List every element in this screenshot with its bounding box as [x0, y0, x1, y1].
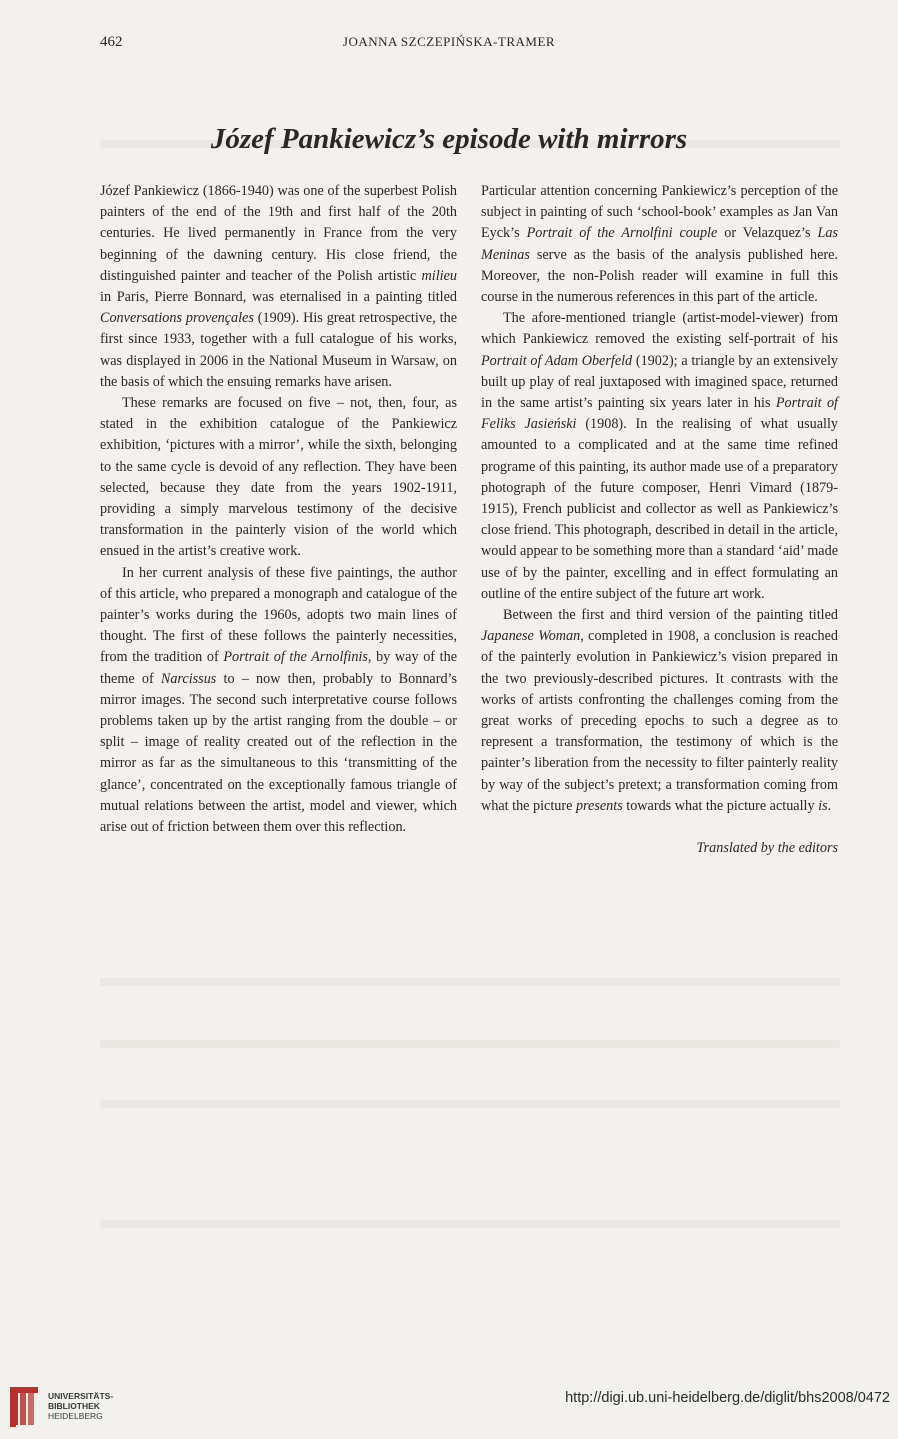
page-number: 462: [100, 34, 123, 50]
bleed-through: [100, 1040, 840, 1048]
running-head: JOANNA SZCZEPIŃSKA-TRAMER: [342, 34, 556, 49]
left-column: [100, 181, 457, 838]
page-header: [0, 34, 898, 58]
translation-credit: Translated by the editors: [696, 840, 838, 857]
paragraph: Józef Pankiewicz (1866-1940) was one of the superbest Polish painters of the end of the 19th and first half of the 20th centuries. He lived permanently in France from the very beginning of the dawning century. His close friend, the distinguished painter and teacher of the Polish artistic milieu in Paris, Pierre Bonnard, was eternalised in a painting titled Conversations provençales (1909). His great retrospective, the first since 1933, together with a full catalogue of his works, was displayed in 2006 in the National Museum in Warsaw, on the basis of which the ensuing remarks have arisen.: [100, 183, 457, 390]
paragraph: Between the first and third version of the painting titled Japanese Woman, completed in 1908, a conclusion is reached of the painterly evolution in Pankiewicz’s vision prepared in the two previously-described pictures. It contrasts with the works of artists confronting the challenges coming from the great works of preceding epochs to such a degree as to represent a transformation, the testimony of which is the painter’s liberation from the necessity to filter painterly reality by way of the subject’s pretext; a transformation coming from what the picture presents towards what the picture actually is.: [481, 607, 838, 814]
bleed-through: [100, 1100, 840, 1108]
article-title: Józef Pankiewicz’s episode with mirrors: [210, 123, 688, 156]
bleed-through: [100, 978, 840, 986]
library-logo-icon: [8, 1383, 44, 1429]
library-logo-text: UNIVERSITÄTS- BIBLIOTHEK HEIDELBERG: [48, 1391, 114, 1421]
paragraph: The afore-mentioned triangle (artist-model-viewer) from which Pankiewicz removed the existing self-portrait of his Portrait of Adam Oberfeld (1902); a triangle by an extensively built up play of real juxtaposed with imagined space, returned in the same artist’s painting six years later in his Portrait of Feliks Jasieński (1908). In the realising of what usually amounted to a complicated and at the same time refined programe of this painting, its author made use of a preparatory photograph of the future composer, Henri Vimard (1879-1915), French publicist and collector as well as Pankiewicz’s close friend. This photograph, described in detail in the article, would appear to be something more than a standard ‘aid’ made use of by the painter, excelling and in effect formulating an outline of the entire subject of the future art work.: [481, 310, 838, 602]
right-column: [481, 181, 838, 859]
paragraph: Particular attention concerning Pankiewicz’s perception of the subject in painting of such ‘school-book’ examples as Jan Van Eyck’s Portrait of the Arnolfini couple or Velazquez’s Las Meninas serve as the basis of the analysis published here. Moreover, the non-Polish reader will examine in full this course in the numerous references in this part of the article.: [481, 183, 838, 306]
source-url-link[interactable]: http://digi.ub.uni-heidelberg.de/diglit/bhs2008/0472: [565, 1390, 890, 1406]
paragraph: In her current analysis of these five paintings, the author of this article, who prepared a monograph and catalogue of the painter’s works during the 1960s, adopts two main lines of thought. The first of these follows the painterly necessities, from the tradition of Portrait of the Arnolfinis, by way of the theme of Narcissus to – now then, probably to Bonnard’s mirror images. The second such interpretative course follows problems taken up by the artist ranging from the double – or split – image of reality created out of the reflection in the mirror as far as the simultaneous to this ‘transmitting of the glance’, concentrated on the exceptionally famous triangle of mutual relations between the artist, model and viewer, which arise out of friction between them over this reflection.: [100, 564, 458, 836]
library-logo[interactable]: [8, 1383, 118, 1429]
paragraph: These remarks are focused on five – not, then, four, as stated in the exhibition catalogue of the Pankiewicz exhibition, ‘pictures with a mirror’, while the sixth, belonging to the same cycle is devoid of any reflection. They have been selected, because they date from the years 1902-1911, providing a simply marvelous testimony of the decisive transformation in the painterly vision of the world which ensued in the artist’s creative work.: [100, 395, 457, 560]
bleed-through: [100, 1220, 840, 1228]
